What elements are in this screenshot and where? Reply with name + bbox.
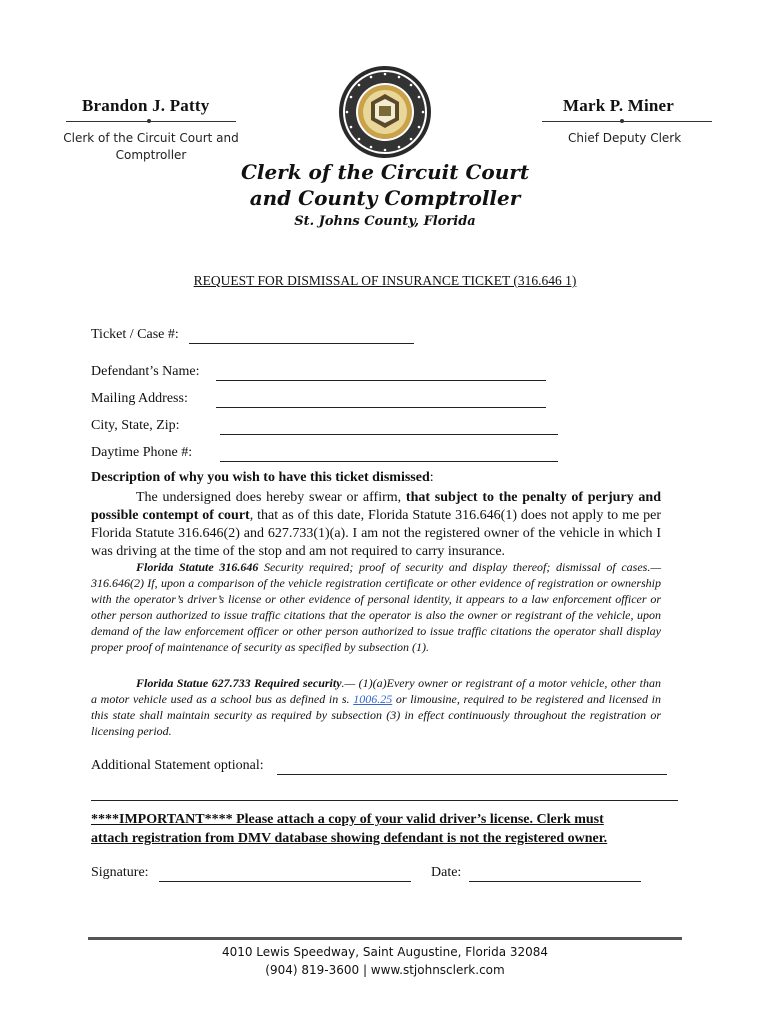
date-label: Date: <box>431 865 462 880</box>
footer <box>85 943 685 979</box>
daytime-phone-field[interactable] <box>220 461 558 462</box>
deputy-title: Chief Deputy Clerk <box>568 131 682 145</box>
statute-627-title: Florida Statue 627.733 Required security <box>136 676 342 690</box>
signature-label: Signature: <box>91 865 149 880</box>
important-notice-line2: attach registration from DMV database showing defendant is not the registered owner. <box>91 831 608 846</box>
important-notice <box>91 810 691 848</box>
clerk-title-line2: Comptroller <box>115 148 187 162</box>
ticket-field[interactable] <box>189 343 414 344</box>
description-heading-row <box>91 470 661 486</box>
oath-text-1: The undersigned does hereby swear or affirm, <box>136 490 406 505</box>
signature-field[interactable] <box>159 881 411 882</box>
statute-316-text: Security required; proof of security and display thereof; dismissal of cases.— 316.646(2) If, upon a comparison of the vehicle registration certificate or other evidence of registration or ownership with the operator’s driver’s license or other evidence of personal identity, it appears to a law enforcement officer or other person authorized to issue traffic citations that the operator is also the owner or registrant of the vehicle, upon demand of the law enforcement officer or other person authorized to issue traffic citations the operator shall display proper proof of maintenance of security as specified by subsection (1). <box>91 560 661 654</box>
mailing-address-field[interactable] <box>216 407 546 408</box>
footer-contact: (904) 819-3600 | www.stjohnsclerk.com <box>265 963 505 977</box>
statute-627-text-2: or limousine, required to be registered and licensed in this state shall maintain security as required by subsection (3) in effect continuously throughout the registration or licensing period. <box>91 692 661 738</box>
office-title-line1: Clerk of the Circuit Court <box>240 160 530 184</box>
deputy-name-rule <box>542 121 712 122</box>
statute-627-text-1: .— (1)(a)Every owner or registrant of a motor vehicle, other than a motor vehicle used as a school bus as defined in s. <box>91 676 661 706</box>
additional-statement-field-line2[interactable] <box>91 800 678 801</box>
description-heading-colon: : <box>429 470 434 485</box>
clerk-seal-icon <box>337 64 433 160</box>
defendant-name-field[interactable] <box>216 380 546 381</box>
form-heading: REQUEST FOR DISMISSAL OF INSURANCE TICKET (316.646 1) <box>193 273 577 288</box>
additional-statement-field-line1[interactable] <box>277 774 667 775</box>
date-field[interactable] <box>469 881 641 882</box>
footer-rule <box>88 937 682 940</box>
city-state-zip-field[interactable] <box>220 434 558 435</box>
statute-627-paragraph <box>91 675 661 739</box>
additional-statement-label: Additional Statement optional: <box>91 758 264 773</box>
clerk-title-line1: Clerk of the Circuit Court and <box>63 131 239 145</box>
deputy-name: Mark P. Miner <box>563 96 675 115</box>
statute-1006-link[interactable]: 1006.25 <box>353 692 393 706</box>
defendant-label: Defendant’s Name: <box>91 364 200 379</box>
phone-label: Daytime Phone #: <box>91 445 193 460</box>
statute-316-paragraph <box>91 559 661 655</box>
mailing-label: Mailing Address: <box>91 391 188 406</box>
statute-316-title: Florida Statute 316.646 <box>136 560 259 574</box>
footer-address: 4010 Lewis Speedway, Saint Augustine, Florida 32084 <box>221 945 549 959</box>
oath-paragraph <box>91 489 661 561</box>
office-title <box>185 159 585 211</box>
clerk-name: Brandon J. Patty <box>82 96 210 115</box>
oath-text-bold: that subject to the penalty of perjury and possible contempt of court <box>91 490 662 523</box>
oath-text-2: , that as of this date, Florida Statute 316.646(1) does not apply to me per Florida Statute 316.646(2) and 627.733(1)(a). I am not the registered owner of the vehicle in which I was driving at the time of the stop and am not required to carry insurance. <box>91 508 661 559</box>
important-notice-line1: ****IMPORTANT**** Please attach a copy of your valid driver’s license. Clerk must <box>91 812 604 827</box>
clerk-name-rule <box>66 121 236 122</box>
ticket-label: Ticket / Case #: <box>91 327 179 342</box>
county-name: St. Johns County, Florida <box>294 214 476 229</box>
description-heading: Description of why you wish to have this ticket dismissed <box>91 470 430 485</box>
deputy-rule-ornament <box>620 119 624 123</box>
clerk-rule-ornament <box>147 119 151 123</box>
office-title-line2: and County Comptroller <box>249 186 521 210</box>
city-label: City, State, Zip: <box>91 418 180 433</box>
